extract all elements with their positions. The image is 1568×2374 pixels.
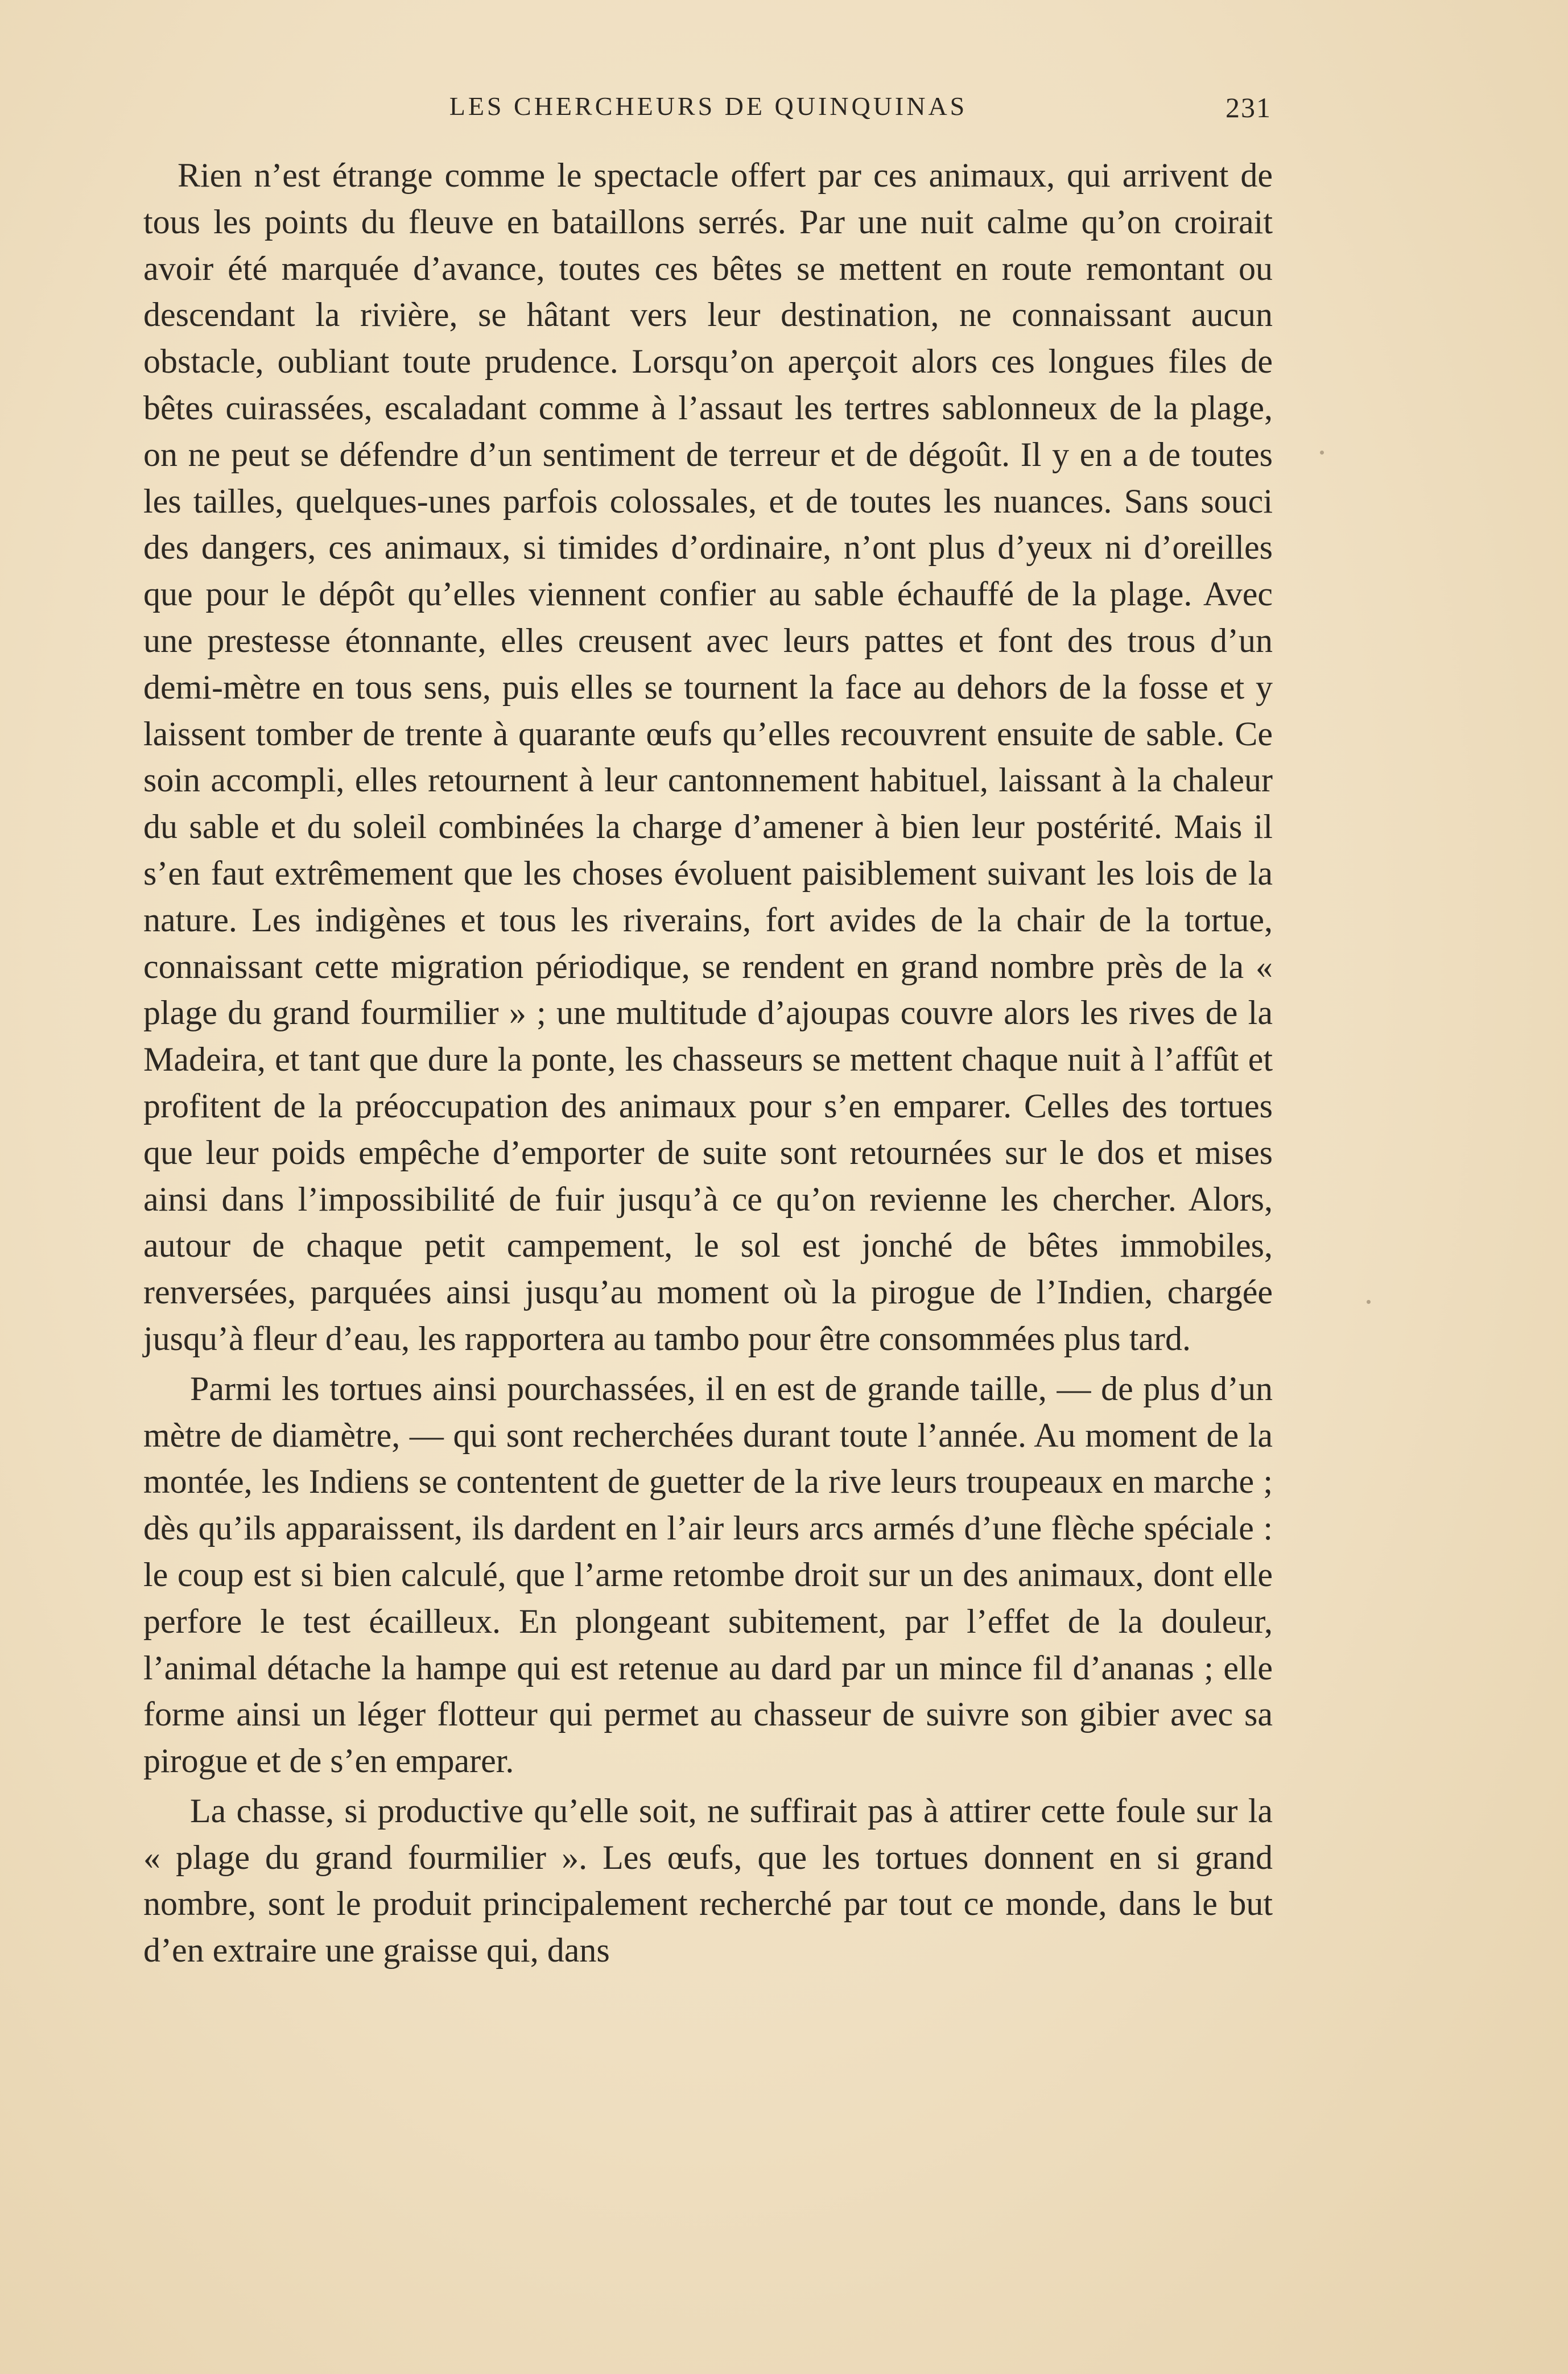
page-header — [145, 91, 1272, 131]
running-title: LES CHERCHEURS DE QUINQUINAS — [449, 92, 968, 121]
paper-speck — [1367, 1300, 1371, 1304]
page-number: 231 — [1225, 92, 1272, 123]
paragraph-3: La chasse, si productive qu’elle soit, ne suffirait pas à attirer cette foule sur la « plage du grand fourmilier ». Les œufs, que les tortues donnent en si grand nombre, sont le produit principalement recherché par tout ce monde, dans le but d’en extraire une graisse qui, dans — [143, 1791, 1273, 1970]
body-text — [143, 152, 1273, 1974]
paper-speck — [1320, 451, 1324, 455]
paragraph-2: Parmi les tortues ainsi pourchassées, il en est de grande taille, — de plus d’un mètre de diamètre, — qui sont recherchées durant toute l’année. Au moment de la montée, les Indiens se contentent de guetter de la rive leurs troupeaux en marche ; dès qu’ils apparaissent, ils dardent en l’air leurs arcs armés d’une flèche spéciale : le coup est si bien calculé, que l’arme retombe droit sur un des animaux, dont elle perfore le test écailleux. En plongeant subitement, par l’effet de la douleur, l’animal détache la hampe qui est retenue au dard par un mince fil d’ananas ; elle forme ainsi un léger flotteur qui permet au chasseur de suivre son gibier avec sa pirogue et de s’en emparer. — [143, 1369, 1273, 1780]
paragraph-1: Rien n’est étrange comme le spectacle offert par ces animaux, qui arrivent de tous les points du fleuve en bataillons serrés. Par une nuit calme qu’on croirait avoir été marquée d’avance, toutes ces bêtes se mettent en route remontant ou descendant la rivière, se hâtant vers leur destination, ne connaissant aucun obstacle, oubliant toute prudence. Lorsqu’on aperçoit alors ces longues files de bêtes cuirassées, escaladant comme à l’assaut les tertres sablonneux de la plage, on ne peut se défendre d’un sentiment de terreur et de dégoût. Il y en a de toutes les tailles, quelques-unes parfois colossales, et de toutes les nuances. Sans souci des dangers, ces animaux, si timides d’ordinaire, n’ont plus d’yeux ni d’oreilles que pour le dépôt qu’elles viennent confier au sable échauffé de la plage. Avec une prestesse étonnante, elles creusent avec leurs pattes et font des trous d’un demi-mètre en tous sens, puis elles se tournent la face au dehors de la fosse et y laissent tomber de trente à quarante œufs qu’elles recouvrent ensuite de sable. Ce soin accompli, elles retournent à leur cantonnement habituel, laissant à la chaleur du sable et du soleil combinées la charge d’amener à bien leur postérité. Mais il s’en faut extrêmement que les choses évoluent paisiblement suivant les lois de la nature. Les indigènes et tous les riverains, fort avides de la chair de la tortue, connaissant cette migration périodique, se rendent en grand nombre près de la « plage du grand fourmilier » ; une multitude d’ajoupas couvre alors les rives de la Madeira, et tant que dure la ponte, les chasseurs se mettent chaque nuit à l’affût et profitent de la préoccupation des animaux pour s’en emparer. Celles des tortues que leur poids empêche d’emporter de suite sont retournées sur le dos et mises ainsi dans l’impossibilité de fuir jusqu’à ce qu’on revienne les chercher. Alors, autour de chaque petit campement, le sol est jonché de bêtes immobiles, renversées, parquées ainsi jusqu’au moment où la pirogue de l’Indien, chargée jusqu’à fleur d’eau, les rapportera au tambo pour être consommées plus tard. — [143, 156, 1273, 1357]
